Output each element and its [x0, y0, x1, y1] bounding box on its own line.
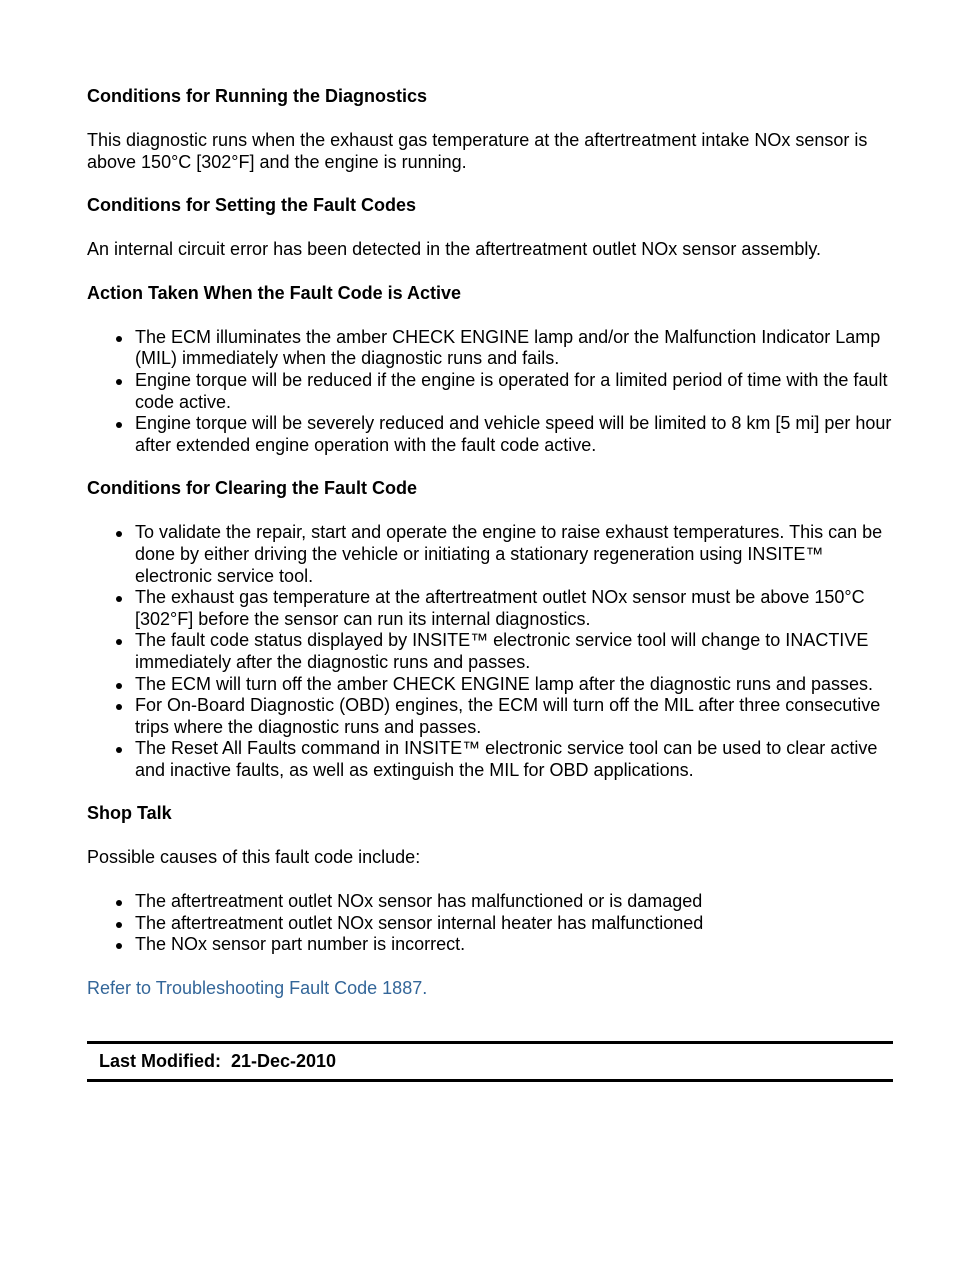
- possible-causes-list: [87, 891, 893, 956]
- list-item: [87, 413, 893, 456]
- bullet-icon: [116, 683, 122, 689]
- list-item-text: Engine torque will be reduced if the engine is operated for a limited period of time with the fault code active.: [135, 369, 888, 412]
- bullet-icon: [116, 704, 122, 710]
- list-item: [87, 630, 893, 673]
- list-item-text: The aftertreatment outlet NOx sensor has malfunctioned or is damaged: [135, 891, 703, 912]
- list-item-text: The exhaust gas temperature at the aftertreatment outlet NOx sensor must be above 150°C [302°F] before the sensor can run its internal diagnostics.: [135, 587, 865, 629]
- list-item: [87, 738, 893, 781]
- list-item: [87, 891, 893, 913]
- list-item: [87, 587, 893, 630]
- heading-setting-conditions: Conditions for Setting the Fault Codes: [87, 195, 416, 216]
- list-item: [87, 370, 893, 413]
- list-item-text: The aftertreatment outlet NOx sensor internal heater has malfunctioned: [135, 912, 704, 933]
- running-conditions-text: This diagnostic runs when the exhaust gas temperature at the aftertreatment intake NOx sensor is above 150°C [302°F] and the engine is running.: [87, 130, 868, 172]
- troubleshooting-link[interactable]: Refer to Troubleshooting Fault Code 1887.: [87, 977, 428, 998]
- list-item-text: The NOx sensor part number is incorrect.: [135, 934, 466, 955]
- footer-bar: [87, 1041, 893, 1082]
- bullet-icon: [116, 943, 122, 949]
- bullet-icon: [116, 900, 122, 906]
- list-item: [87, 522, 893, 587]
- list-item: [87, 934, 893, 956]
- bullet-icon: [116, 379, 122, 385]
- bullet-icon: [116, 422, 122, 428]
- bullet-icon: [116, 531, 122, 537]
- bullet-icon: [116, 747, 122, 753]
- list-item-text: The ECM will turn off the amber CHECK ENGINE lamp after the diagnostic runs and passes.: [135, 673, 873, 694]
- list-item-text: The ECM illuminates the amber CHECK ENGINE lamp and/or the Malfunction Indicator Lamp (MIL) immediately when the diagnostic runs and fails.: [135, 326, 881, 369]
- list-item: [87, 695, 893, 738]
- heading-action-taken: Action Taken When the Fault Code is Active: [87, 282, 462, 303]
- bullet-icon: [116, 336, 122, 342]
- heading-shop-talk: Shop Talk: [87, 803, 172, 824]
- heading-running-conditions: Conditions for Running the Diagnostics: [87, 86, 427, 106]
- bullet-icon: [116, 596, 122, 602]
- document-body: [87, 86, 893, 999]
- setting-conditions-text: An internal circuit error has been detected in the aftertreatment outlet NOx sensor assembly.: [87, 239, 822, 260]
- list-item-text: Engine torque will be severely reduced and vehicle speed will be limited to 8 km [5 mi] per hour after extended engine operation with the fault code active.: [135, 413, 892, 455]
- bullet-icon: [116, 639, 122, 645]
- last-modified-label: Last Modified: 21-Dec-2010: [99, 1051, 337, 1071]
- list-item: [87, 327, 893, 370]
- shop-talk-intro: Possible causes of this fault code include:: [87, 847, 421, 868]
- heading-clearing-conditions: Conditions for Clearing the Fault Code: [87, 478, 417, 499]
- list-item: [87, 913, 893, 935]
- list-item-text: For On-Board Diagnostic (OBD) engines, the ECM will turn off the MIL after three consecutive trips where the diagnostic runs and passes.: [135, 695, 881, 737]
- list-item-text: The Reset All Faults command in INSITE™ electronic service tool can be used to clear active and inactive faults, as well as extinguish the MIL for OBD applications.: [135, 738, 878, 780]
- bullet-icon: [116, 922, 122, 928]
- action-taken-list: [87, 327, 893, 457]
- list-item-text: The fault code status displayed by INSITE™ electronic service tool will change to INACTIVE immediately after the diagnostic runs and passes.: [135, 630, 869, 672]
- list-item: [87, 674, 893, 696]
- clearing-conditions-list: [87, 522, 893, 781]
- list-item-text: To validate the repair, start and operate the engine to raise exhaust temperatures. This can be done by either driving the vehicle or initiating a stationary regeneration using INSITE™ electronic service tool.: [135, 522, 883, 586]
